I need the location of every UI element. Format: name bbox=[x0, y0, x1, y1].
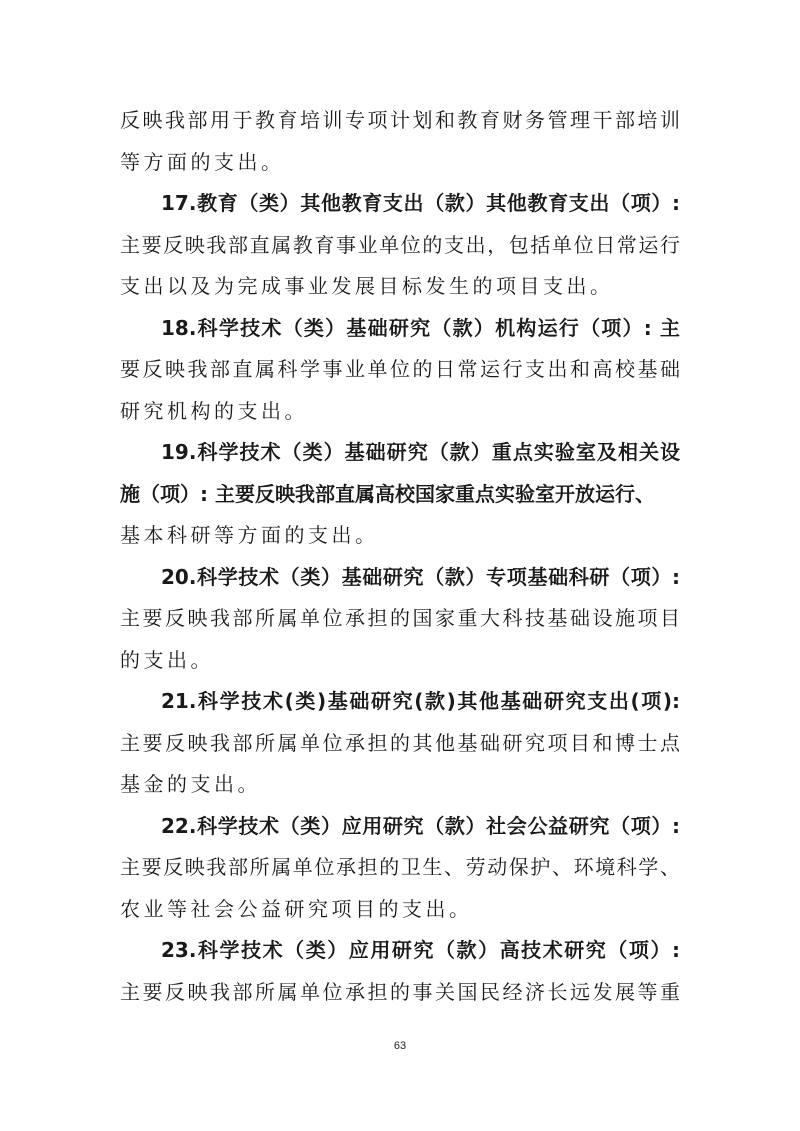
page-number: 63 bbox=[393, 1040, 407, 1052]
body-text-line: 主要反映我部所属单位承担的国家重大科技基础设施项目 bbox=[120, 606, 680, 630]
body-text-line: 基金的支出。 bbox=[120, 772, 261, 796]
section-heading-18: 18.科学技术（类）基础研究（款）机构运行（项）: 主 bbox=[161, 315, 680, 340]
body-text-line: 主要反映我部所属单位承担的卫生、劳动保护、环境科学、 bbox=[120, 855, 680, 879]
body-text-line: 农业等社会公益研究项目的支出。 bbox=[120, 896, 473, 921]
section-heading-23: 23.科学技术（类）应用研究（款）高技术研究（项）: bbox=[161, 938, 680, 962]
body-text-line: 支出以及为完成事业发展目标发生的项目支出。 bbox=[120, 274, 614, 298]
body-text-line: 反映我部用于教育培训专项计划和教育财务管理干部培训 bbox=[120, 108, 680, 132]
body-text-line: 等方面的支出。 bbox=[120, 149, 285, 174]
body-text-line: 基本科研等方面的支出。 bbox=[120, 523, 379, 547]
section-heading-19-continued: 施（项）: 主要反映我部直属高校国家重点实验室开放运行、 bbox=[120, 481, 655, 506]
body-text-line: 的支出。 bbox=[120, 647, 214, 672]
section-heading-21: 21.科学技术(类)基础研究(款)其他基础研究支出(项): bbox=[161, 689, 680, 713]
document-body bbox=[120, 100, 680, 1013]
body-text-line: 主要反映我部直属教育事业单位的支出，包括单位日常运行 bbox=[120, 232, 680, 257]
body-text-line: 主要反映我部所属单位承担的其他基础研究项目和博士点 bbox=[120, 730, 680, 755]
section-heading-22: 22.科学技术（类）应用研究（款）社会公益研究（项）: bbox=[161, 813, 680, 838]
section-heading-17: 17.教育（类）其他教育支出（款）其他教育支出（项）: bbox=[161, 191, 680, 215]
section-heading-19: 19.科学技术（类）基础研究（款）重点实验室及相关设 bbox=[161, 440, 680, 464]
body-text-line: 主要反映我部所属单位承担的事关国民经济长远发展等重 bbox=[120, 979, 680, 1004]
section-heading-20: 20.科学技术（类）基础研究（款）专项基础科研（项）: bbox=[161, 564, 680, 589]
body-text-line: 要反映我部直属科学事业单位的日常运行支出和高校基础 bbox=[120, 357, 680, 381]
body-text-line: 研究机构的支出。 bbox=[120, 398, 308, 423]
